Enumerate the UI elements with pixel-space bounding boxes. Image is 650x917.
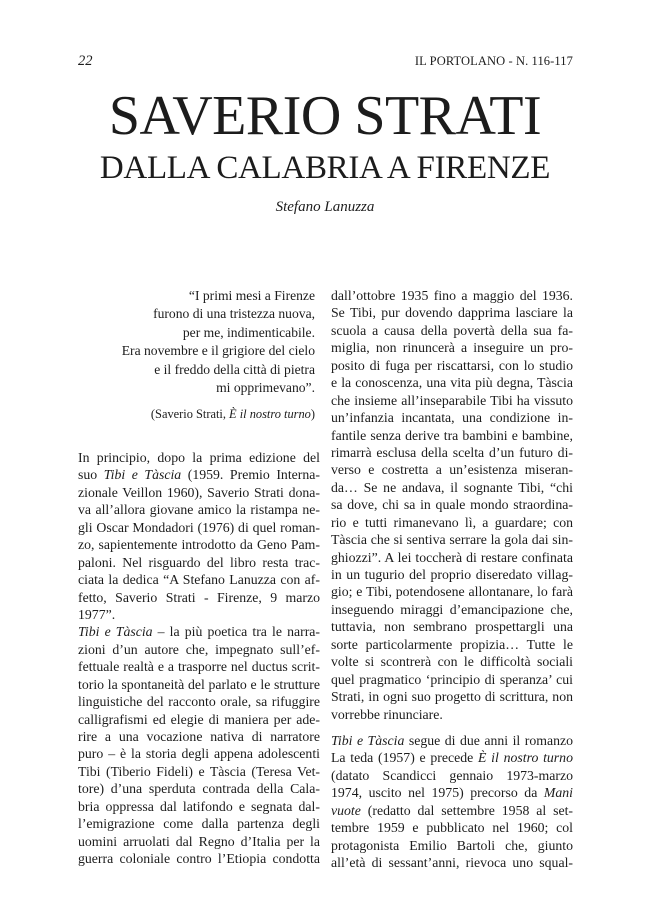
text-line	[331, 749, 573, 766]
epigraph	[100, 287, 315, 424]
text-line: Se Tibi, pur dovendo dapprima lasciare la	[331, 305, 573, 321]
text-line	[78, 466, 320, 483]
text-line: fetto, Saverio Strati - Firenze, 9 marzo	[78, 589, 320, 605]
text-line	[331, 732, 573, 749]
text-fragment: (1959. Premio Interna-	[181, 467, 320, 483]
paragraph	[331, 732, 573, 872]
epigraph-line: “I primi mesi a Firenze	[188, 288, 315, 303]
page-number: 22	[78, 53, 93, 69]
text-line: rimarrà esclusa della scelta d’un futuro di-	[331, 444, 573, 460]
text-line: fantile senza derive tra bambini e bambine,	[331, 427, 573, 443]
epigraph-line: per me, indimenticabile.	[182, 324, 315, 340]
text-line: in un tugurio del proprio diseredato villag-	[331, 567, 573, 582]
text-line: quel pragmatico ‘principio di speranza’ cui	[331, 671, 573, 687]
text-line: all’età di sessant’anni, rievoca uno squal-	[331, 855, 573, 870]
text-fragment: suo	[78, 467, 104, 483]
epigraph-line: e il freddo della città di pietra	[154, 361, 315, 377]
text-line: puro – è la storia degli appena adolescenti	[78, 746, 320, 762]
text-line: zo, sapientemente introdotto da Geno Pam-	[78, 537, 320, 553]
journal-header: IL PORTOLANO - N. 116-117	[414, 54, 573, 68]
text-line: inseguendo miraggi d’emancipazione che,	[331, 601, 573, 617]
text-line: dall’ottobre 1935 fino a maggio del 1936.	[331, 288, 573, 303]
epigraph-line: furono di una tristezza nuova,	[153, 306, 315, 322]
text-line	[331, 802, 573, 819]
text-line: torio la spontaneità del parlato e le strutture	[78, 676, 320, 692]
text-line: Tibi (Tiberio Fideli) e Tàscia (Teresa Vet-	[78, 763, 320, 779]
book-title: Mani	[543, 785, 573, 801]
text-line: posito di fuga per riscattarsi, con lo studio	[331, 357, 573, 373]
paragraph	[331, 287, 573, 723]
text-line: tembre 1959 e pubblicato nel 1960; col	[331, 820, 573, 836]
epigraph-source	[100, 405, 315, 423]
text-line: (datato Scandicci gennaio 1973-marzo	[331, 767, 573, 783]
text-line: protagonista Emilio Bartoli che, giunto	[331, 837, 573, 853]
epigraph-source-suffix: )	[310, 407, 315, 422]
paragraph-gap	[331, 723, 573, 732]
paragraph	[78, 623, 320, 867]
text-line: e la conoscenza, una vita più degna, Tàscia	[331, 375, 573, 391]
text-fragment: 1974, uscito nel 1975) precorso da	[331, 785, 544, 801]
text-line: volte si scontrerà con le difficoltà sociali	[331, 654, 573, 670]
text-line: scuola a causa della povertà della sua fa-	[331, 322, 573, 338]
text-line: 1977”.	[78, 606, 116, 622]
paragraph	[78, 449, 320, 623]
text-line: tuttavia, non sembrano prospettargli una	[331, 619, 573, 635]
text-fragment: La teda (1957) e precede	[331, 750, 479, 766]
right-column	[331, 287, 573, 871]
book-title: Tibi e Tàscia	[331, 732, 405, 748]
text-line: sorte particolarmente propizia… Tutte le	[331, 636, 573, 652]
text-fragment: (redatto dal settembre 1958 al set-	[360, 802, 573, 818]
text-line: va all’allora giovane amico la ristampa ne-	[78, 502, 320, 518]
text-line: ciata la dedica “A Stefano Lanuzza con af-	[78, 572, 320, 588]
text-line: miglia, non rinuncerà a inseguire un pro-	[331, 340, 573, 356]
text-line: Tàscia che si sentiva serrare la gola dai sin-	[331, 532, 573, 548]
epigraph-source-prefix: (Saverio Strati,	[150, 407, 230, 422]
text-line: sa dove, chi sa in quale mondo straordina-	[331, 497, 573, 513]
text-fragment: segue di due anni il romanzo	[404, 732, 573, 748]
left-column	[78, 449, 320, 868]
book-title: vuote	[331, 802, 361, 818]
text-line: verso e costretta a un’esistenza miseran-	[331, 462, 573, 478]
text-line: guerra coloniale contro l’Etiopia condotta	[78, 851, 320, 867]
text-line: linguistiche del racconto orale, sa rifuggire	[78, 694, 320, 710]
text-line: tore) d’una sperduta contrada della Cala-	[78, 781, 320, 797]
text-line: fettuale realtà e a trasporre nel ductus scrit-	[78, 659, 320, 675]
text-line	[331, 784, 573, 801]
text-line: rire a una vocazione nativa di narratore	[78, 729, 320, 744]
text-line: zionale Veillon 1960), Saverio Strati dona-	[78, 484, 320, 500]
text-line: rio e tutti rimanevano lì, a guardare; con	[331, 514, 573, 530]
text-line: un’infanzia incantata, una condizione in-	[331, 410, 573, 426]
text-line: uomini arruolati dal Regno d’Italia per la	[78, 833, 320, 849]
text-line: Strati, in ogni suo progetto di scrittura, non	[331, 689, 573, 705]
text-line: da… Se ne andava, il sognante Tibi, “chi	[331, 479, 573, 495]
article-subtitle: DALLA CALABRIA A FIRENZE	[99, 150, 551, 186]
epigraph-line: Era novembre e il grigiore del cielo	[121, 343, 315, 359]
article-author: Stefano Lanuzza	[275, 199, 375, 215]
epigraph-source-title: È il nostro turno	[229, 407, 311, 422]
text-line: zioni d’un autore che, impegnato sull’ef-	[78, 641, 320, 657]
text-line: che insieme all’inseparabile Tibi ha vissuto	[331, 392, 573, 408]
epigraph-line: mi opprimevano”.	[216, 380, 315, 396]
text-line: calligrafismi ed elegie di maniera per ade-	[78, 711, 320, 727]
text-line: ghiozzi”. A lei toccherà di restare confinata	[331, 549, 573, 565]
book-title: Tibi e Tàscia	[103, 467, 182, 483]
text-line	[78, 623, 320, 640]
text-line: paloni. Nel risguardo del libro resta trac-	[78, 554, 320, 570]
text-line: bria oppressa dal latifondo e segnata dal-	[78, 798, 320, 814]
text-line: In principio, dopo la prima edizione del	[78, 450, 320, 465]
text-line: l’emigrazione come dalla partenza degli	[78, 816, 320, 832]
text-fragment: – la più poetica tra le narra-	[152, 624, 321, 640]
book-title: Tibi e Tàscia	[78, 624, 153, 640]
text-line: gio; e Tibi, potendosene allontanare, lo farà	[331, 584, 573, 600]
book-title: È il nostro turno	[478, 750, 573, 766]
article-title: SAVERIO STRATI	[108, 85, 542, 147]
text-line: gli Oscar Mondadori (1976) di quel roman-	[78, 519, 320, 535]
text-line: vorrebbe rinunciare.	[331, 706, 443, 722]
